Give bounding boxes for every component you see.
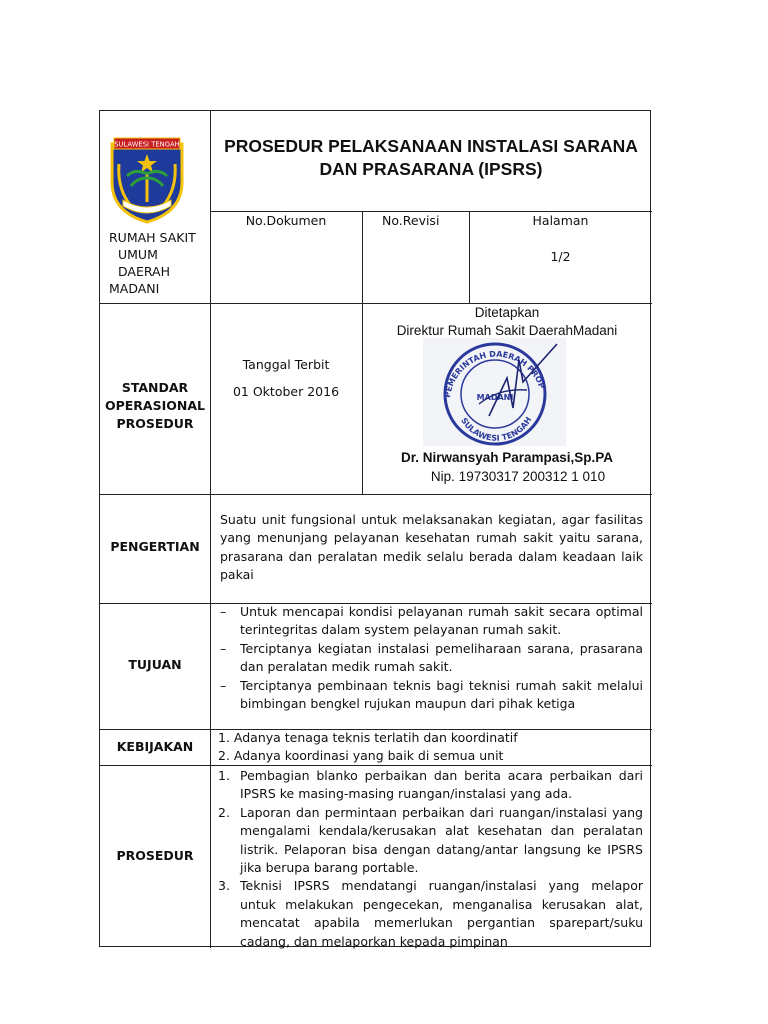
tanggal-terbit-label: Tanggal Terbit [242,357,330,372]
sop-label-line: STANDAR [121,380,189,395]
title-line: PROSEDUR PELAKSANAAN INSTALASI SARANA [224,136,638,156]
list-item: – Terciptanya kegiatan instalasi pemeliharaan sarana, prasarana dan peralatan medik rumah sakit. [210,640,643,677]
tujuan-label: TUJUAN [128,657,182,672]
list-item: – Terciptanya pembinaan teknis bagi teknisi rumah sakit melalui bimbingan bengkel rujukan maupun dari pihak ketiga [210,677,643,714]
list-item: – Untuk mencapai kondisi pelayanan rumah sakit secara optimal terintegritas dalam system pelayanan rumah sakit. [210,603,643,640]
ditetapkan-text: Ditetapkan [474,305,540,320]
hospital-name-line: DAERAH [118,264,170,279]
item-number: 3. [218,878,230,894]
pengertian-text: Suatu unit fungsional untuk melaksanakan kegiatan, agar fasilitas yang menunjang pelayanan kesehatan rumah sakit yaitu sarana, prasarana dan peralatan medik selalu berada dalam keadaan laik pakai [220,512,643,583]
kebijakan-label: KEBIJAKAN [116,739,194,754]
sop-document-table [99,110,651,947]
prosedur-label: PROSEDUR [116,848,194,863]
prosedur-list [210,767,643,951]
hospital-name-line: MADANI [109,281,160,296]
province-crest-icon [109,134,185,224]
no-dokumen-label: No.Dokumen [245,213,327,228]
pengertian-label: PENGERTIAN [110,539,200,554]
signer-block [362,448,652,486]
tanggal-terbit-value: 01 Oktober 2016 [232,384,340,399]
list-item [210,877,643,951]
list-item [210,804,643,878]
item-text: Laporan dan permintaan perbaikan dari ruangan/instalasi yang mengalami kendala/kerusakan alat kesehatan dan peralatan listrik. Pelaporan bisa dengan datang/antar langsung ke IPSRS jika berupa barang portable. [240,804,643,876]
item-number: 2. [218,804,230,820]
sop-label-line: PROSEDUR [116,416,194,431]
sop-label [100,379,210,433]
province-logo [109,134,185,224]
signer-nip: Nip. 19730317 200312 1 010 [430,469,606,484]
hospital-name-line: UMUM [118,247,158,262]
official-stamp [423,338,566,446]
grid-line [100,494,652,495]
document-title [210,135,652,181]
list-item: 1. Adanya tenaga teknis terlatih dan koordinatif [218,730,518,745]
stamp-bottom-text: SULAWESI TENGAH [459,415,534,443]
list-item: 2. Adanya koordinasi yang baik di semua unit [218,748,504,764]
hospital-name [100,229,210,297]
kebijakan-list [218,729,643,766]
item-number: 1. [218,768,230,783]
approval-block [362,304,652,340]
halaman-label: Halaman [532,213,589,228]
hospital-name-line: RUMAH SAKIT [109,230,196,245]
no-revisi-label: No.Revisi [382,213,440,228]
sop-label-line: OPERASIONAL [104,398,205,413]
title-line: DAN PRASARANA (IPSRS) [319,159,543,179]
direktur-text: Direktur Rumah Sakit DaerahMadani [396,323,618,338]
item-text: Pembagian blanko perbaikan dan berita acara perbaikan dari IPSRS ke masing-masing ruangan/instalasi yang ada. [240,768,643,802]
item-text: Teknisi IPSRS mendatangi ruangan/instalasi yang melapor untuk melakukan pengecekan, menganalisa kerusakan alat, mencatat apabila memerlukan pergantian sparepart/suku cadang, dan melaporkan kepada pimpinan [240,878,643,949]
stamp-seal-icon [423,338,566,446]
list-item [210,767,643,804]
logo-banner: SULAWESI TENGAH [114,140,180,149]
signer-name: Dr. Nirwansyah Parampasi,Sp.PA [400,450,614,465]
stamp-arc-text: PEMERINTAH DAERAH PROP [442,349,547,399]
stamp-center-text: MADANI [476,393,514,402]
tujuan-list [210,603,643,713]
halaman-value: 1/2 [550,249,571,264]
